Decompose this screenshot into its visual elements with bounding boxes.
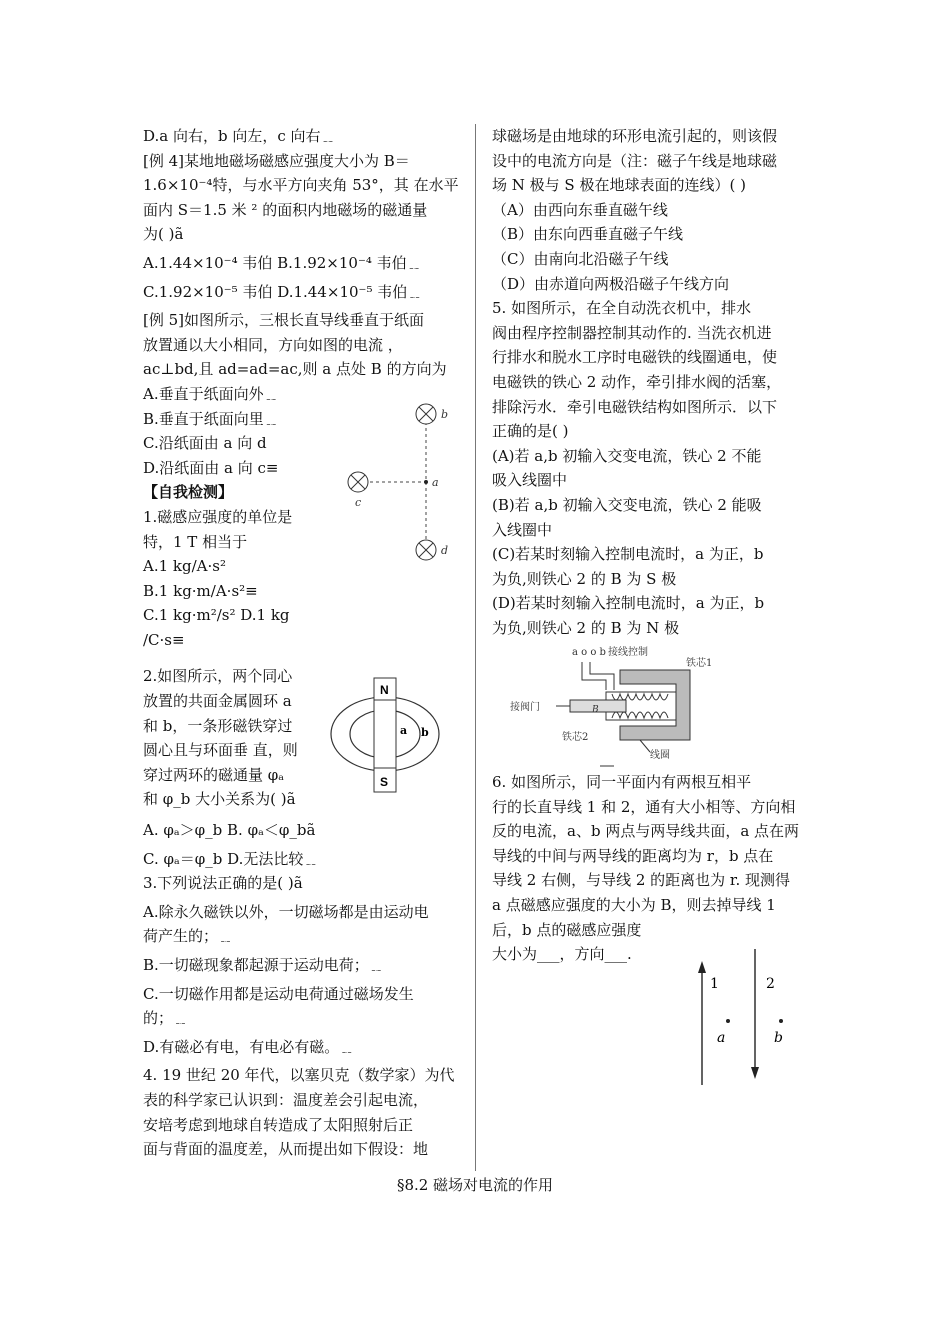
label-d: d bbox=[441, 544, 449, 557]
text-line: 和 φ_b 大小关系为( )ã bbox=[143, 790, 296, 809]
parallel-wires-diagram bbox=[688, 945, 798, 1090]
text-line: 设中的电流方向是（注：磁子午线是地球磁 bbox=[492, 151, 778, 170]
wire-c-icon bbox=[348, 472, 368, 492]
label-b: b bbox=[441, 408, 449, 421]
electromagnet-diagram bbox=[510, 640, 730, 770]
core2-label: 铁芯2 bbox=[562, 732, 589, 743]
text-line: (A)若 a,b 初输入交变电流，铁心 2 不能 bbox=[492, 446, 762, 465]
arrow-up-icon bbox=[698, 961, 706, 973]
text-line: （D）由赤道向两极沿磁子午线方向 bbox=[492, 274, 730, 293]
text-line: 特，1 T 相当于 bbox=[143, 532, 248, 551]
text-line: 行的长直导线 1 和 2，通有大小相等、方向相 bbox=[492, 797, 796, 816]
text-line: 放置的共面金属圆环 a bbox=[143, 692, 292, 711]
text-line: C. φₐ＝φ_b D.无法比较﹎ bbox=[143, 849, 319, 868]
text-line: 6. 如图所示，同一平面内有两根互相平 bbox=[492, 773, 752, 791]
text-line: 后，b 点的磁感应强度 bbox=[492, 920, 642, 939]
point-b-label: b bbox=[774, 1030, 783, 1046]
text-line: 1.6×10⁻⁴特，与水平方向夹角 53°，其 在水平 bbox=[143, 176, 459, 195]
text-line: (B)若 a,b 初输入交变电流，铁心 2 能吸 bbox=[492, 495, 762, 514]
text-line: B.一切磁现象都起源于运动电荷；﹎ bbox=[143, 956, 384, 974]
text-line: A.1 kg/A·s² bbox=[143, 557, 226, 576]
text-line: 正确的是( ) bbox=[492, 422, 569, 441]
arrow-down-icon bbox=[751, 1067, 759, 1079]
text-line: 大小为___，方向___. bbox=[492, 945, 632, 964]
text-line: 反的电流，a、b 两点与两导线共面，a 点在两 bbox=[492, 822, 800, 841]
label-a: a bbox=[432, 476, 439, 489]
text-line: /C·s≡ bbox=[143, 630, 185, 649]
text-line: B.1 kg·m/A·s²≡ bbox=[143, 581, 258, 600]
point-a bbox=[424, 480, 428, 484]
text-line: (D)若某时刻输入控制电流时，a 为正，b bbox=[492, 594, 765, 613]
right-column bbox=[492, 124, 810, 640]
text-line: 表的科学家已认识到：温度差会引起电流， bbox=[143, 1090, 429, 1109]
text-line: 3.下列说法正确的是( )ã bbox=[143, 874, 303, 893]
text-line: A.1.44×10⁻⁴ 韦伯 B.1.92×10⁻⁴ 韦伯﹎ bbox=[143, 253, 422, 272]
point-b bbox=[779, 1019, 783, 1023]
text-line: 4. 19 世纪 20 年代，以塞贝克（数学家）为代 bbox=[143, 1066, 455, 1085]
text-line: 2.如图所示，两个同心 bbox=[143, 667, 293, 686]
magnet-n-label: N bbox=[380, 683, 389, 697]
text-line: 为( )ã bbox=[143, 225, 184, 244]
b-pole-label: B bbox=[592, 705, 599, 715]
text-line: 的；﹎ bbox=[143, 1009, 189, 1028]
text-line: (C)若某时刻输入控制电流时，a 为正，b bbox=[492, 545, 764, 564]
control-label: 接线控制 bbox=[608, 647, 648, 658]
text-line: 为负,则铁心 2 的 B 为 N 极 bbox=[492, 618, 680, 637]
column-divider bbox=[475, 124, 476, 1171]
core1-label: 铁芯1 bbox=[686, 658, 713, 669]
text-line: 电磁铁的铁心 2 动作，牵引排水阀的活塞， bbox=[492, 372, 782, 391]
text-line: 面与背面的温度差，从而提出如下假设：地 bbox=[143, 1140, 429, 1159]
wire-2-label: 2 bbox=[766, 976, 775, 992]
text-line: 5. 如图所示，在全自动洗衣机中，排水 bbox=[492, 299, 752, 318]
text-line: 穿过两环的磁通量 φₐ bbox=[143, 765, 285, 784]
point-a bbox=[726, 1019, 730, 1023]
text-line: 1.磁感应强度的单位是 bbox=[143, 507, 293, 526]
text-line: A. φₐ＞φ_b B. φₐ＜φ_bã bbox=[143, 821, 316, 840]
text-line: 行排水和脱水工序时电磁铁的线圈通电，使 bbox=[492, 348, 778, 367]
text-line: C.沿纸面由 a 向 d bbox=[143, 434, 267, 453]
magnet-s-label: S bbox=[380, 775, 389, 789]
ring-b-label: b bbox=[421, 726, 429, 739]
text-line: ac⊥bd,且 ad=ad=ac,则 a 点处 B 的方向为 bbox=[143, 360, 447, 379]
label-c: c bbox=[355, 496, 362, 509]
text-line: 荷产生的；﹎ bbox=[143, 927, 234, 946]
text-line: D.a 向右，b 向左，c 向右﹎ bbox=[143, 127, 336, 145]
wire-d-icon bbox=[416, 540, 436, 560]
ring-a-label: a bbox=[400, 724, 408, 737]
ab-terminal-label: a o o b bbox=[572, 647, 606, 658]
text-line: A.除永久磁铁以外，一切磁场都是由运动电 bbox=[143, 902, 429, 921]
text-line: 和 b，一条形磁铁穿过 bbox=[143, 716, 293, 735]
text-line: D.沿纸面由 a 向 c≡ bbox=[143, 458, 279, 477]
section-footer-title: §8.2 磁场对电流的作用 bbox=[396, 1176, 554, 1194]
text-line: a 点磁感应强度的大小为 B，则去掉导线 1 bbox=[492, 895, 776, 914]
text-line: （C）由南向北沿磁子午线 bbox=[492, 249, 669, 268]
wire-b-icon bbox=[416, 404, 436, 424]
magnet-rings-diagram bbox=[330, 674, 448, 796]
text-line: （A）由西向东垂直磁午线 bbox=[492, 200, 668, 219]
text-line: A.垂直于纸面向外﹎ bbox=[143, 384, 279, 403]
left-column bbox=[143, 124, 461, 1162]
text-line: 排除污水．牵引电磁铁结构如图所示．以下 bbox=[492, 397, 778, 416]
text-line: 安培考虑到地球自转造成了太阳照射后正 bbox=[143, 1115, 414, 1134]
text-line: B.垂直于纸面向里﹎ bbox=[143, 409, 279, 428]
question-6 bbox=[492, 770, 810, 967]
text-line: 球磁场是由地球的环形电流引起的，则该假 bbox=[492, 127, 778, 145]
text-line: 入线圈中 bbox=[492, 520, 553, 539]
text-line: 面内 S＝1.5 米 ² 的面积内地磁场的磁通量 bbox=[143, 200, 428, 219]
text-line: 导线的中间与两导线的距离均为 r，b 点在 bbox=[492, 846, 774, 865]
text-line: 为负,则铁心 2 的 B 为 S 极 bbox=[492, 569, 677, 588]
text-line: [例 4]某地地磁场磁感应强度大小为 B＝ bbox=[143, 151, 410, 170]
wire-1-label: 1 bbox=[710, 976, 719, 992]
coil-label: 线圈 bbox=[650, 750, 670, 761]
text-line: 放置通以大小相同，方向如图的电流 ， bbox=[143, 335, 403, 354]
text-line: C.1 kg·m²/s² D.1 kg bbox=[143, 606, 290, 625]
text-line: [例 5]如图所示，三根长直导线垂直于纸面 bbox=[143, 311, 425, 330]
text-line: 导线 2 右侧，与导线 2 的距离也为 r. 现测得 bbox=[492, 871, 790, 890]
text-line: （B）由东向西垂直磁子午线 bbox=[492, 225, 684, 244]
text-line: 阀由程序控制器控制其动作的. 当洗衣机进 bbox=[492, 323, 772, 342]
text-line: D.有磁必有电，有电必有磁。﹎ bbox=[143, 1037, 355, 1056]
text-line: 场 N 极与 S 极在地球表面的连线）( ) bbox=[492, 176, 746, 195]
text-line: C.1.92×10⁻⁵ 韦伯 D.1.44×10⁻⁵ 韦伯﹎ bbox=[143, 282, 423, 301]
valve-label: 接阀门 bbox=[510, 702, 540, 713]
section-heading: 【自我检测】 bbox=[143, 483, 234, 502]
text-line: 吸入线圈中 bbox=[492, 471, 568, 490]
text-line: 圆心且与环面垂 直，则 bbox=[143, 741, 298, 760]
text-line: C.一切磁作用都是运动电荷通过磁场发生 bbox=[143, 984, 414, 1003]
three-wires-diagram bbox=[338, 396, 460, 566]
point-a-label: a bbox=[717, 1030, 726, 1046]
